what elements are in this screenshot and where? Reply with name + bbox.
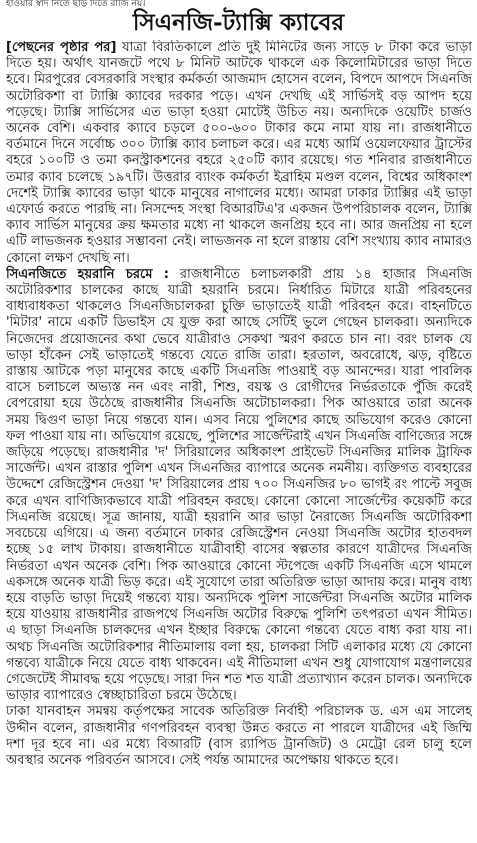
paragraph-2 bbox=[6, 267, 472, 704]
article-headline: সিএনজি-ট্যাক্সি ক্যাবের bbox=[132, 9, 345, 36]
paragraph-1 bbox=[6, 40, 472, 267]
article-body bbox=[6, 40, 472, 840]
paragraph-2-text: রাজধানীতে চলাচলকারী প্রায় ১৪ হাজার সিএনজি অটোরিকশার চালকের কাছে যাত্রী হয়রানি চরমে। নির্ধারিত মিটারে যাত্রী পরিবহনের বাধ্যবাধকতা থাকলেও সিএনজিচালকরা চুক্তি ভাড়াতেই যাত্রী পরিবহন করে। বাহনটিতে 'মিটার' নামে একটি ডিভাইস যে যুক্ত করা আছে সেটিই ভুলে গেছেন চালকরা। অন্যদিকে নিজেদের প্রয়োজনের কথা ভেবে যাত্রীরাও সেকথা স্মরণ করতে চান না। বরং চালক যে ভাড়া হাঁকেন সেই ভাড়াতেই গন্তব্যে যেতে রাজি তারা। হরতাল, অবরোধে, ঝড়, বৃষ্টিতে রাস্তায় আটকে পড়া মানুষের কাছে একটি সিএনজি পাওয়াই বড় আনন্দের। যারা পাবলিক বাসে চলাচলে অভ্যস্ত নন এবং নারী, শিশু, বয়স্ক ও রোগীদের নির্ভরতাকে পুঁজি করেই বেপরোয়া হয়ে উঠেছে রাজধানীর সিএনজি অটোচালকরা। পিক আওয়ারে তারা অনেক সময় দ্বিগুণ ভাড়া নিয়ে গন্তব্যে যান। এসব নিয়ে পুলিশের কাছে অভিযোগ করেও কোনো ফল পাওয়া যায় না। অভিযোগ রয়েছে, পুলিশের সার্জেন্টরাই এখন সিএনজি বাণিজ্যের সঙ্গে জড়িয়ে পড়েছে। রাজধানীর 'দ' সিরিয়ালের অধিকাংশ প্রাইভেট সিএনজির মালিক ট্রাফিক সার্জেন্ট। এখন রাস্তার পুলিশ এখন সিএনজির ব্যাপারে অনেক নমনীয়। ব্যক্তিগত ব্যবহারের উদ্দেশে রেজিস্ট্রেশন দেওয়া 'দ' সিরিয়ালের প্রায় ৭০০ সিএনজির ৮০ ভাগই রং পাল্টে সবুজ করে এখন বাণিজ্যিকভাবে যাত্রী পরিবহন করছে। কোনো কোনো সার্জেন্টের কয়েকটি করে সিএনজি রয়েছে। সূত্র জানায়, যাত্রী হয়রানি আর ভাড়া নৈরাজ্যে সিএনজি অটোরিকশা সবচেয়ে এগিয়ে। এ জন্য বর্তমানে ঢাকার রেজিস্ট্রেশন নেওয়া সিএনজি অটোর হাতবদল হচ্ছে ১৫ লাখ টাকায়। রাজধানীতে যাত্রীবাহী বাসের স্বল্পতার কারণে যাত্রীদের সিএনজি নির্ভরতা এখন অনেক বেশি। পিক আওয়ারে কোনো স্টপেজে একটি সিএনজি এসে থামলে একসঙ্গে অনেক যাত্রী ভিড় করে। এই সুযোগে তারা অতিরিক্ত ভাড়া আদায় করে। মানুষ বাধ্য হয়ে বাড়তি ভাড়া দিয়েই গন্তব্যে যায়। অন্যদিকে পুলিশ সার্জেন্টরা সিএনজি অটোর মালিক হয়ে যাওয়ায় রাজধানীর রাজপথে সিএনজি অটোর বিরুদ্ধে পুলিশি তৎপরতা এখন সীমিত। এ ছাড়া সিএনজি চালকদের এখন ইচ্ছার বিরুদ্ধে কোনো গন্তব্যে যেতে বাধ্য করা যায় না। অথচ সিএনজি অটোরিকশার নীতিমালায় বলা হয়, চালকরা সিটি এলাকার মধ্যে যে কোনো গন্তব্যে যাত্রীকে নিয়ে যেতে বাধ্য থাকবেন। এই নীতিমালা এখন শুধু যোগাযোগ মন্ত্রণালয়ের গেজেটেই সীমাবদ্ধ হয়ে পড়েছে। সারা দিন শত শত যাত্রী প্রত্যাখ্যান করেন চালক। অন্যদিকে ভাড়ার ব্যাপারেও স্বেচ্ছাচারিতা চরমে উঠেছে। bbox=[6, 266, 472, 704]
previous-column-cut-line: হাওয়ার স্বাদ নিতে ছাড় দিতে রাজি নয়। bbox=[6, 0, 146, 9]
paragraph-1-text: যাত্রা বিরতিকালে প্রতি দুই মিনিটের জন্য সাড়ে ৮ টাকা করে ভাড়া দিতে হয়। অর্থাৎ যানজটে পথে ৮ মিনিট আটকে থাকলে এক কিলোমিটারের ভাড়া দিতে হবে। মিরপুরের বেসরকারি সংস্থার কর্মকর্তা আজমাদ হোসেন বলেন, বিপদে আপদে সিএনজি অটোরিকশা বা ট্যাক্সি ক্যাবের দরকার পড়ে। এখন দেখছি এই সার্ভিসই বড় আপদ হয়ে পড়েছে। ট্যাক্সি সার্ভিসের এত ভাড়া হওয়া মোটেই উচিত নয়। অন্যদিকে ওয়েটিং চার্জও অনেক বেশি। একবার ক্যাবে চড়লে ৫০০-৬০০ টাকার কমে নামা যায় না। রাজধানীতে বর্তমানে দিনে সর্বোচ্চ ৩০০ ট্যাক্সি ক্যাব চলাচল করে। এর মধ্যে আর্মি ওয়েলফেয়ার ট্রাস্টের বহরে ১০০টি ও তমা কনস্ট্রাকশনের বহরে ২৫০টি ক্যাব রয়েছে। গত শনিবার রাজধানীতে তমার ক্যাব চলেছে ১৯৭টি। উত্তরার ব্যাংক কর্মকর্তা ইব্রাহিম মণ্ডল বলেন, বিশ্বের অধিকাংশ দেশেই ট্যাক্সি ক্যাবের ভাড়া থাকে মানুষের নাগালের মধ্যে। আমরা ঢাকার ট্যাক্সির এই ভাড়া এফোর্ড করতে পারছি না। নিসন্দেহ সংস্থা বিআরটিএ'র একজন উপপরিচালক বলেন, ট্যাক্সি ক্যাব সার্ভিস মানুষের ক্রয় ক্ষমতার মধ্যে না থাকলে জনপ্রিয় হবে না। আর জনপ্রিয় না হলে এটি লাভজনক হওয়ার সম্ভাবনা নেই। লাভজনক না হলে রাস্তায় বেশি সংখ্যায় ক্যাব নামারও কোনো লক্ষণ দেখছি না। bbox=[6, 40, 472, 266]
paragraph-3-text: ঢাকা যানবাহন সমন্বয় কর্তৃপক্ষের সাবেক অতিরিক্ত নির্বাহী পরিচালক ড. এস এম সালেহ উদ্দীন বলেন, রাজধানীর গণপরিবহন ব্যবস্থা উন্নত করতে না পারলে যাত্রীদের এই জিম্মি দশা দূর হবে না। এর মধ্যে বিআরটি (বাস র‌্যাপিড ট্রানজিট) ও মেট্রো রেল চালু হলে অবস্থার অনেক পরিবর্তন আসবে। সেই পর্যন্ত আমাদের অপেক্ষায় থাকতে হবে। bbox=[6, 704, 472, 768]
section-subheading: সিএনজিতে হয়রানি চরমে : bbox=[6, 266, 169, 282]
continued-from-marker: [পেছনের পৃষ্ঠার পর] bbox=[6, 40, 117, 55]
paragraph-3 bbox=[6, 704, 472, 769]
